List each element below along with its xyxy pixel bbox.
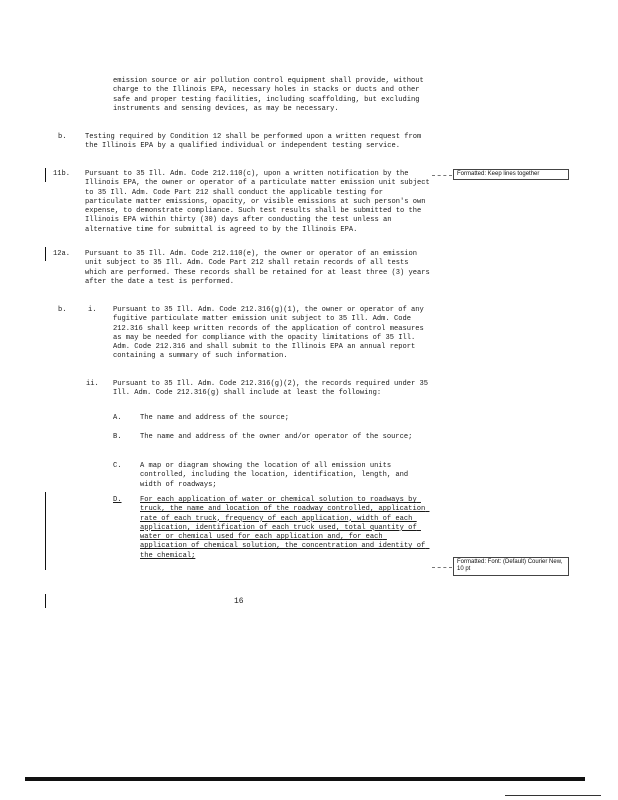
list-item-label: B. (113, 433, 122, 441)
sub-ii-label: ii. (86, 380, 99, 388)
item-11-label: 11b. (53, 170, 71, 178)
comment-font[interactable]: Formatted: Font: (Default) Courier New, 10 pt (453, 557, 569, 576)
footer-rule-small (505, 795, 601, 796)
comment-connector (432, 175, 452, 176)
sub-i-label: i. (88, 306, 97, 314)
change-bar (45, 247, 46, 261)
list-item-label: D. (113, 496, 122, 504)
item-12a-text: Pursuant to 35 Ill. Adm. Code 212.110(e), the owner or operator of an emission unit subject to 35 Ill. Adm. Code Part 212 shall retain records of all tests which are performed. These records shall be retained for at least three (3) years after the date a test is performed. (85, 250, 435, 286)
comment-connector (432, 567, 452, 568)
page-number: 16 (234, 597, 244, 606)
list-item-label: C. (113, 462, 122, 470)
item-b-label: b. (58, 133, 67, 141)
change-bar (45, 168, 46, 182)
sub-ii-text: Pursuant to 35 Ill. Adm. Code 212.316(g)(2), the records required under 35 Ill. Adm. Code 212.316(g) shall include at least the following: (113, 380, 433, 398)
change-bar (45, 492, 46, 570)
sub-i-text: Pursuant to 35 Ill. Adm. Code 212.316(g)(1), the owner or operator of any fugitive particulate matter emission unit subject to 35 Ill. Adm. Code 212.316 shall keep written records of the application of control measures as may be needed for compliance with the opacity limitations of 35 Ill. Adm. Code 212.316 and shall submit to the Illinois EPA an annual report containing a summary of such information. (113, 306, 429, 361)
item-12a-label: 12a. (53, 250, 71, 258)
list-item-label: A. (113, 414, 122, 422)
item-b-text: Testing required by Condition 12 shall be performed upon a written request from the Illinois EPA by a qualified individual or independent testing service. (85, 133, 426, 151)
change-bar (45, 594, 46, 608)
list-item-text: A map or diagram showing the location of all emission units controlled, including the location, identification, length, and width of roadways; (140, 462, 413, 489)
comment-keep-lines[interactable]: Formatted: Keep lines together (453, 169, 569, 180)
footer-rule (25, 777, 585, 781)
item-b2-label: b. (58, 306, 67, 314)
item-11-text: Pursuant to 35 Ill. Adm. Code 212.110(c), upon a written notification by the Illinois EPA, the owner or operator of a particulate matter emission unit subject to 35 Ill. Adm. Code Part 212 shall conduct the applicable testing for particulate matter emissions, opacity, or visible emissions at such person's own expense, to demonstrate compliance. Such test results shall be submitted to the Illinois EPA within thirty (30) days after conducting the test unless an alternative time for submittal is agreed to by the Illinois EPA. (85, 170, 435, 234)
list-item-text: The name and address of the owner and/or operator of the source; (140, 433, 413, 441)
list-item-text-inserted: For each application of water or chemical solution to roadways by truck, the name and location of the roadway controlled, application rate of each truck, frequency of each application, width of each application, identification of each truck used, total quantity of water or chemical used for each application and, for each application of chemical solution, the concentration and identity of the chemical; (140, 496, 430, 560)
intro-paragraph: emission source or air pollution control equipment shall provide, without charge to the Illinois EPA, necessary holes in stacks or ducts and other safe and proper testing facilities, including scaffolding, but excluding instruments and sensing devices, as may be necessary. (113, 77, 429, 113)
list-item-text: The name and address of the source; (140, 414, 289, 422)
